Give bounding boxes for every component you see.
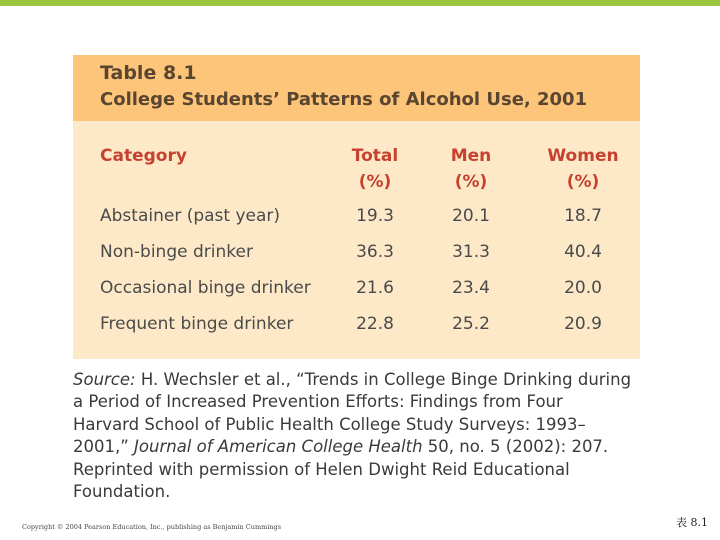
source-text-end: 50, no. 5 (2002): 207. Reprinted with permission of Helen Dwight Reid Educational Foundation. [73,437,609,502]
cell-men: 31.3 [452,242,490,262]
copyright-notice: Copyright © 2004 Pearson Education, Inc., publishing as Benjamin Cummings [22,523,282,531]
source-text: H. Wechsler et al., “Trends in College Binge Drinking during a Period of Increased Prevention Efforts: Findings from Four Harvard School of Public Health College Study Surveys: 1993–2001,” [73,370,632,457]
table-row [73,203,640,239]
source-note [73,369,633,503]
cell-total: 36.3 [356,242,394,262]
source-journal: Journal of American College Health [134,437,423,457]
data-table [73,55,640,359]
table-body [73,203,640,347]
cell-category: Non-binge drinker [100,242,253,262]
table-row [73,239,640,275]
column-header-men [431,143,511,195]
cell-category: Occasional binge drinker [100,278,311,298]
cell-men: 20.1 [452,206,490,226]
cell-men: 25.2 [452,314,490,334]
table-row [73,275,640,311]
column-header-total [335,143,415,195]
cell-category: Abstainer (past year) [100,206,281,226]
column-header-label: Women [547,146,619,166]
table-number: Table 8.1 [100,62,197,84]
table-header-band [73,55,640,121]
cell-women: 20.0 [564,278,602,298]
cell-category: Frequent binge drinker [100,314,294,334]
column-header-unit: (%) [358,172,392,192]
table-row [73,311,640,347]
cell-women: 20.9 [564,314,602,334]
column-header-category [100,143,187,169]
cell-total: 19.3 [356,206,394,226]
column-header-unit: (%) [454,172,488,192]
cell-men: 23.4 [452,278,490,298]
cell-total: 21.6 [356,278,394,298]
source-label: Source: [73,370,136,389]
column-header-label: Men [450,146,492,166]
cell-total: 22.8 [356,314,394,334]
column-header-women [533,143,633,195]
column-header-label: Total [351,146,399,166]
table-title: College Students’ Patterns of Alcohol Use, 2001 [100,89,588,110]
cell-women: 18.7 [564,206,602,226]
slide-label: 表 8.1 [676,516,708,529]
top-accent-bar [0,0,720,6]
column-header-unit: (%) [566,172,600,192]
column-header-label: Category [100,146,187,166]
cell-women: 40.4 [564,242,602,262]
